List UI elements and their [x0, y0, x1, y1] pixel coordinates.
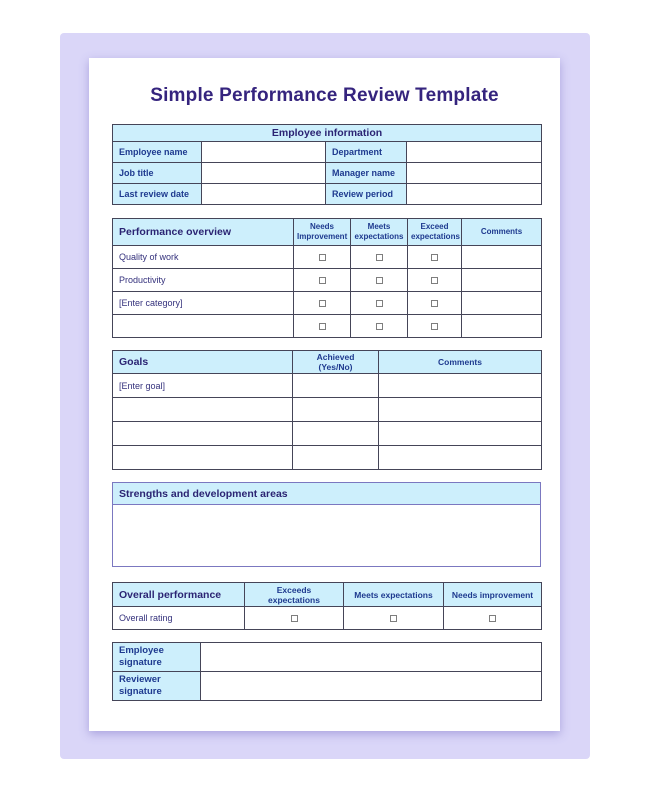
comments-cell[interactable]: [379, 374, 542, 398]
column-header-goal-comments: Comments: [379, 351, 542, 374]
overall-performance-table: [112, 582, 542, 630]
checkbox-icon: [431, 277, 438, 284]
achieved-cell[interactable]: [293, 374, 379, 398]
field-label-last-review-date: Last review date: [113, 184, 202, 205]
employee-info-header: Employee information: [113, 125, 542, 142]
performance-overview-table: [112, 218, 542, 338]
checkbox-cell[interactable]: [245, 607, 344, 630]
category-label: [Enter category]: [113, 292, 294, 315]
table-row: [113, 643, 542, 672]
table-row: [113, 398, 542, 422]
category-label[interactable]: [113, 315, 294, 338]
goal-label[interactable]: [113, 398, 293, 422]
checkbox-cell[interactable]: [408, 269, 462, 292]
employee-signature-field[interactable]: [201, 643, 542, 672]
page-title: Simple Performance Review Template: [150, 85, 499, 106]
reviewer-signature-field[interactable]: [201, 672, 542, 701]
checkbox-icon: [431, 323, 438, 330]
goal-label[interactable]: [113, 446, 293, 470]
achieved-cell[interactable]: [293, 422, 379, 446]
table-row: [113, 374, 542, 398]
goal-label: [Enter goal]: [113, 374, 293, 398]
checkbox-icon: [431, 254, 438, 261]
field-value-last-review-date[interactable]: [202, 184, 326, 205]
checkbox-cell[interactable]: [344, 607, 444, 630]
table-row: [113, 607, 542, 630]
comments-cell[interactable]: [462, 315, 542, 338]
category-label: Productivity: [113, 269, 294, 292]
overall-performance-header: Overall performance: [113, 583, 245, 607]
column-header-achieved: Achieved (Yes/No): [293, 351, 379, 374]
goals-table: [112, 350, 542, 470]
category-label: Quality of work: [113, 246, 294, 269]
comments-cell[interactable]: [379, 422, 542, 446]
achieved-cell[interactable]: [293, 446, 379, 470]
table-row: [113, 422, 542, 446]
checkbox-icon: [319, 254, 326, 261]
table-row: [113, 292, 542, 315]
checkbox-cell[interactable]: [408, 315, 462, 338]
field-value-manager-name[interactable]: [407, 163, 542, 184]
column-header-exceed-expectations: Exceed expectations: [408, 219, 462, 246]
checkbox-cell[interactable]: [351, 269, 408, 292]
table-row: [113, 315, 542, 338]
field-value-employee-name[interactable]: [202, 142, 326, 163]
field-label-manager-name: Manager name: [326, 163, 407, 184]
checkbox-icon: [376, 254, 383, 261]
field-value-department[interactable]: [407, 142, 542, 163]
checkbox-cell[interactable]: [294, 292, 351, 315]
checkbox-icon: [376, 277, 383, 284]
comments-cell[interactable]: [379, 446, 542, 470]
checkbox-cell[interactable]: [351, 315, 408, 338]
comments-cell[interactable]: [462, 292, 542, 315]
performance-overview-header: Performance overview: [113, 219, 294, 246]
table-row: [113, 446, 542, 470]
checkbox-cell[interactable]: [408, 292, 462, 315]
strengths-section: [112, 482, 541, 567]
table-row: [113, 246, 542, 269]
checkbox-icon: [376, 323, 383, 330]
column-header-comments: Comments: [462, 219, 542, 246]
field-value-job-title[interactable]: [202, 163, 326, 184]
checkbox-cell[interactable]: [294, 315, 351, 338]
strengths-header: Strengths and development areas: [113, 483, 540, 505]
goal-label[interactable]: [113, 422, 293, 446]
checkbox-cell[interactable]: [408, 246, 462, 269]
comments-cell[interactable]: [379, 398, 542, 422]
field-label-job-title: Job title: [113, 163, 202, 184]
table-row: [113, 672, 542, 701]
column-header-exceeds-expectations: Exceeds expectations: [245, 583, 344, 607]
signature-table: [112, 642, 542, 701]
field-value-review-period[interactable]: [407, 184, 542, 205]
checkbox-icon: [390, 615, 397, 622]
checkbox-icon: [431, 300, 438, 307]
checkbox-cell[interactable]: [294, 269, 351, 292]
table-row: [113, 269, 542, 292]
goals-header: Goals: [113, 351, 293, 374]
column-header-needs-improvement: Needs Improvement: [294, 219, 351, 246]
employee-info-table: [112, 124, 542, 205]
checkbox-icon: [376, 300, 383, 307]
comments-cell[interactable]: [462, 269, 542, 292]
overall-rating-label: Overall rating: [113, 607, 245, 630]
comments-cell[interactable]: [462, 246, 542, 269]
column-header-needs-improvement: Needs improvement: [444, 583, 542, 607]
checkbox-icon: [319, 323, 326, 330]
checkbox-icon: [319, 277, 326, 284]
column-header-meets-expectations: Meets expectations: [351, 219, 408, 246]
checkbox-icon: [489, 615, 496, 622]
checkbox-cell[interactable]: [351, 246, 408, 269]
checkbox-icon: [291, 615, 298, 622]
checkbox-cell[interactable]: [444, 607, 542, 630]
field-label-review-period: Review period: [326, 184, 407, 205]
strengths-textarea[interactable]: [113, 505, 540, 566]
employee-signature-label: Employee signature: [113, 643, 201, 672]
achieved-cell[interactable]: [293, 398, 379, 422]
field-label-department: Department: [326, 142, 407, 163]
checkbox-icon: [319, 300, 326, 307]
field-label-employee-name: Employee name: [113, 142, 202, 163]
reviewer-signature-label: Reviewer signature: [113, 672, 201, 701]
checkbox-cell[interactable]: [351, 292, 408, 315]
document-page: [89, 58, 560, 731]
checkbox-cell[interactable]: [294, 246, 351, 269]
column-header-meets-expectations: Meets expectations: [344, 583, 444, 607]
